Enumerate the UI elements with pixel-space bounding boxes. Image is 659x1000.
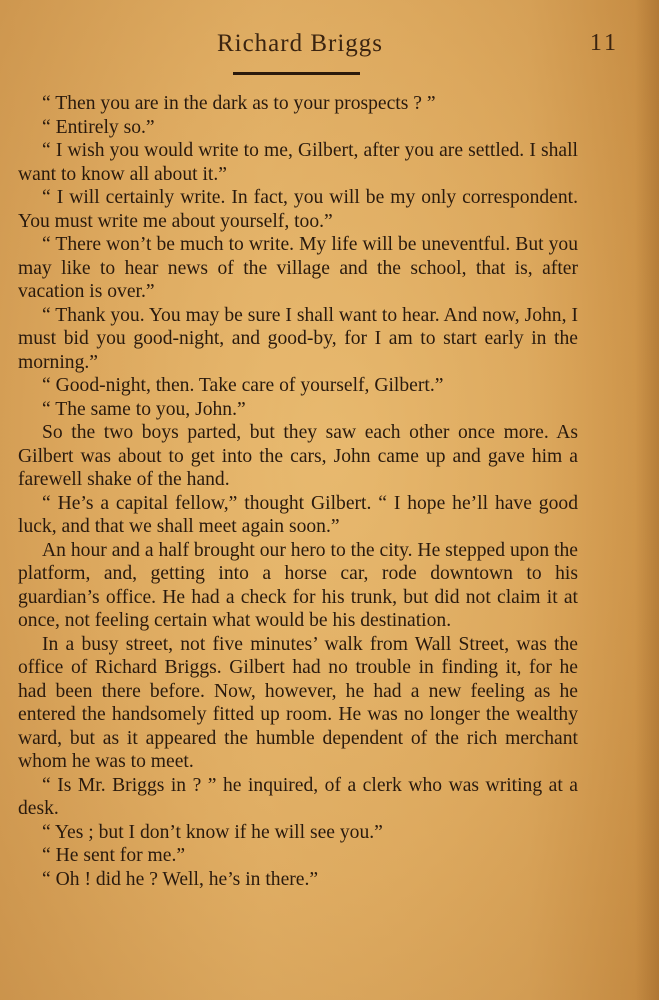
page-number: 11 — [589, 30, 619, 56]
paragraph: “ Thank you. You may be sure I shall want to hear. And now, John, I must bid you good-night, and good-by, for I am to start early in the morning.” — [18, 304, 578, 373]
paragraph: So the two boys parted, but they saw each other once more. As Gilbert was about to get into the cars, John came up and gave him a farewell shake of the hand. — [18, 422, 578, 490]
body-text — [18, 92, 578, 891]
paragraph: “ The same to you, John.” — [42, 398, 246, 420]
paragraph: “ I wish you would write to me, Gilbert, after you are settled. I shall want to know all about it.” — [18, 140, 578, 185]
paragraph: “ I will certainly write. In fact, you will be my only correspondent. You must write me about yourself, too.” — [18, 187, 578, 232]
paragraph: An hour and a half brought our hero to the city. He stepped upon the platform, and, getting into a horse car, rode downtown to his guardian’s office. He had a check for his trunk, but did not claim it at once, not feeling certain what would be his destination. — [18, 539, 578, 631]
paragraph: “ Is Mr. Briggs in ? ” he inquired, of a clerk who was writing at a desk. — [18, 774, 578, 819]
page-edge-shadow — [635, 0, 659, 1000]
paragraph: “ Entirely so.” — [42, 116, 155, 138]
paragraph: “ Oh ! did he ? Well, he’s in there.” — [42, 868, 319, 890]
page-header — [0, 28, 659, 68]
running-title: Richard Briggs — [216, 30, 384, 57]
paragraph: In a busy street, not five minutes’ walk from Wall Street, was the office of Richard Briggs. Gilbert had no trouble in finding it, for he had been there before. Now, however, he had a new feeling as he entered the handsomely fitted up room. He was no longer the wealthy ward, but as it appeared the humble dependent of the rich merchant whom he was to meet. — [18, 633, 578, 772]
paragraph: “ He’s a capital fellow,” thought Gilbert. “ I hope he’ll have good luck, and that we shall meet again soon.” — [18, 492, 578, 537]
paragraph: “ Good-night, then. Take care of yourself, Gilbert.” — [42, 375, 444, 396]
paragraph: “ There won’t be much to write. My life will be uneventful. But you may like to hear news of the village and the school, that is, after vacation is over.” — [18, 234, 578, 302]
paragraph: “ He sent for me.” — [42, 845, 186, 866]
paragraph: “ Then you are in the dark as to your prospects ? ” — [42, 93, 436, 114]
header-rule — [233, 72, 360, 75]
paragraph: “ Yes ; but I don’t know if he will see you.” — [42, 821, 383, 843]
